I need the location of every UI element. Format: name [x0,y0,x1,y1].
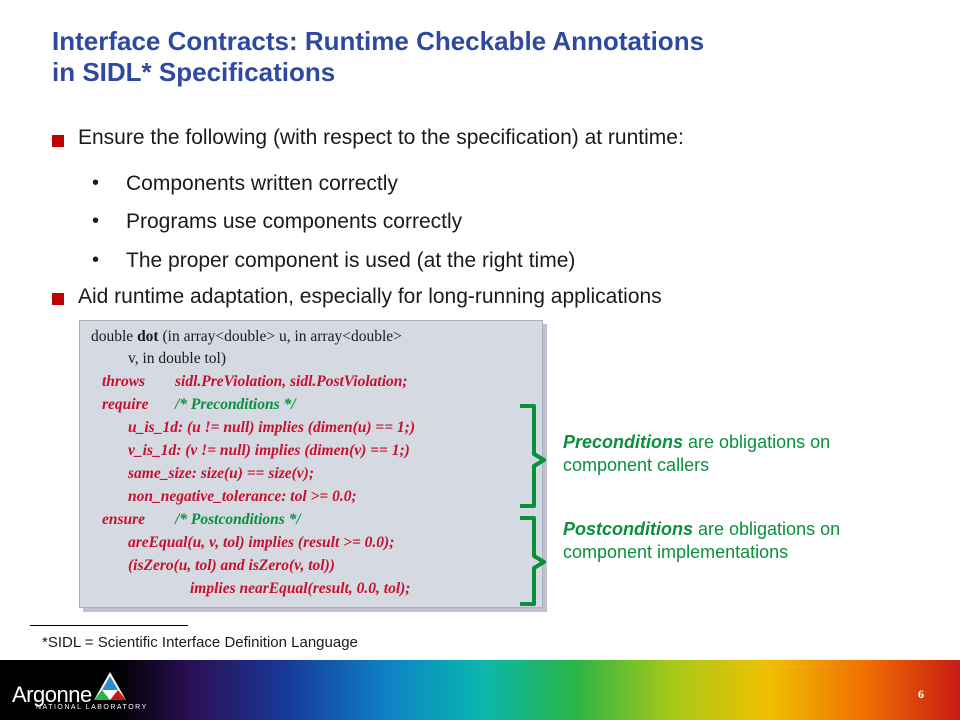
bullet-adaptation: Aid runtime adaptation, especially for long-running applications [78,285,662,308]
code-precondition: v_is_1d: (v != null) implies (dimen(v) == 1;) [128,442,410,459]
bullet-square-icon [52,293,64,305]
code-signature-continued: v, in double tol) [128,350,227,367]
page-number: 6 [918,687,924,701]
code-precondition: u_is_1d: (u != null) implies (dimen(u) == 1;) [128,419,415,436]
sub-bullet-dot-icon: • [92,210,100,232]
sub-bullet-1: Components written correctly [126,172,398,195]
code-precondition: same_size: size(u) == size(v); [128,465,314,482]
code-method-name: dot [137,328,159,345]
sub-bullet-dot-icon: • [92,249,100,271]
bracket-braces [512,400,552,610]
code-ensure-keyword: ensure [102,511,146,528]
code-postcondition-comment: /* Postconditions */ [175,511,301,528]
footnote-divider [30,625,188,626]
footnote: *SIDL = Scientific Interface Definition Language [42,634,358,651]
preconditions-term: Preconditions [563,432,684,452]
code-precondition: non_negative_tolerance: tol >= 0.0; [128,488,357,505]
code-postcondition: (isZero(u, tol) and isZero(v, tol)) [128,557,335,574]
footer-bar [0,660,960,720]
argonne-logo-text: Argonne [12,682,92,707]
code-postcondition: implies nearEqual(result, 0.0, tol); [190,580,411,597]
postcondition-brace-icon [520,518,544,604]
code-precondition-comment: /* Preconditions */ [175,396,296,413]
code-throws-keyword: throws [102,373,146,390]
code-throws-list: sidl.PreViolation, sidl.PostViolation; [175,373,408,390]
code-signature: double dot (in array<double> u, in array<double> [91,328,402,345]
bullet-ensure: Ensure the following (with respect to the specification) at runtime: [78,126,684,149]
sub-bullet-dot-icon: • [92,172,100,194]
bullet-square-icon [52,135,64,147]
preconditions-note: Preconditions are obligations on component callers [563,432,831,475]
code-require-keyword: require [102,396,149,413]
postconditions-term: Postconditions [563,519,693,539]
sub-bullet-3: The proper component is used (at the right time) [126,249,576,272]
slide-title-line-1: Interface Contracts: Runtime Checkable Annotations [52,26,705,56]
sub-bullet-2: Programs use components correctly [126,210,463,233]
slide-title [52,26,932,88]
code-postcondition: areEqual(u, v, tol) implies (result >= 0.0); [128,534,395,551]
argonne-logo-subtitle: NATIONAL LABORATORY [36,704,148,711]
slide-title-line-2: in SIDL* Specifications [52,57,336,87]
postconditions-note: Postconditions are obligations on component implementations [563,519,841,562]
sidl-code-block [79,320,543,608]
precondition-brace-icon [520,406,544,506]
argonne-logo-icon [92,670,128,704]
